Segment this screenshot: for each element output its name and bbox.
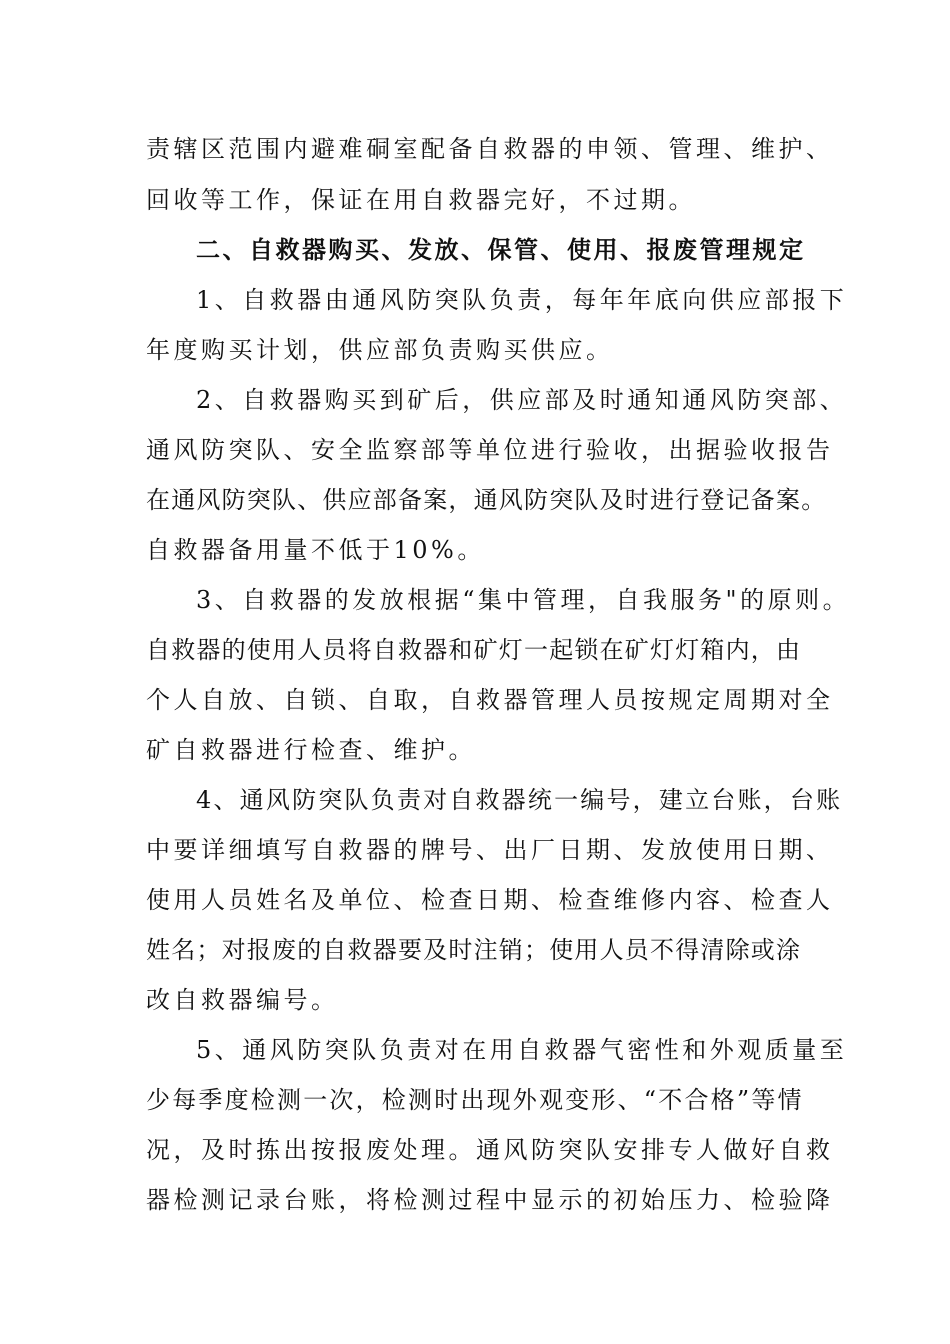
body-text-line: 年度购买计划，供应部负责购买供应。 [146,336,614,364]
body-text-line: 个人自放、自锁、自取，自救器管理人员按规定周期对全 [146,686,834,714]
body-text-line: 少每季度检测一次，检测时出现外观变形、“不合格”等情 [146,1086,804,1114]
body-text-line: 责辖区范围内避难硐室配备自救器的申领、管理、维护、 [146,135,834,163]
body-text-line: 中要详细填写自救器的牌号、出厂日期、发放使用日期、 [146,836,834,864]
paragraph-5-start: 5、通风防突队负责对在用自救器气密性和外观质量至 [196,1036,848,1064]
body-text-line: 况，及时拣出按报废处理。通风防突队安排专人做好自救 [146,1136,834,1164]
body-text-line: 器检测记录台账，将检测过程中显示的初始压力、检验降 [146,1186,834,1214]
body-text-line: 使用人员姓名及单位、检查日期、检查维修内容、检查人 [146,886,834,914]
paragraph-2-start: 2、自救器购买到矿后，供应部及时通知通风防突部、 [196,386,848,414]
body-text-line: 通风防突队、安全监察部等单位进行验收，出据验收报告 [146,436,834,464]
section-heading: 二、自救器购买、发放、保管、使用、报废管理规定 [196,236,806,264]
paragraph-4-start: 4、通风防突队负责对自救器统一编号，建立台账，台账 [196,786,843,814]
body-text-line: 自救器备用量不低于10%。 [146,536,485,564]
paragraph-3-start: 3、自救器的发放根据“集中管理，自我服务"的原则。 [196,586,851,614]
body-text-line: 改自救器编号。 [146,986,339,1014]
body-text-line: 回收等工作，保证在用自救器完好，不过期。 [146,186,696,214]
paragraph-1-start: 1、自救器由通风防突队负责，每年年底向供应部报下 [196,286,848,314]
body-text-line: 自救器的使用人员将自救器和矿灯一起锁在矿灯灯箱内，由 [146,636,802,664]
body-text-line: 在通风防突队、供应部备案，通风防突队及时进行登记备案。 [146,486,827,514]
body-text-line: 姓名；对报废的自救器要及时注销；使用人员不得清除或涂 [146,936,802,964]
body-text-line: 矿自救器进行检查、维护。 [146,736,476,764]
